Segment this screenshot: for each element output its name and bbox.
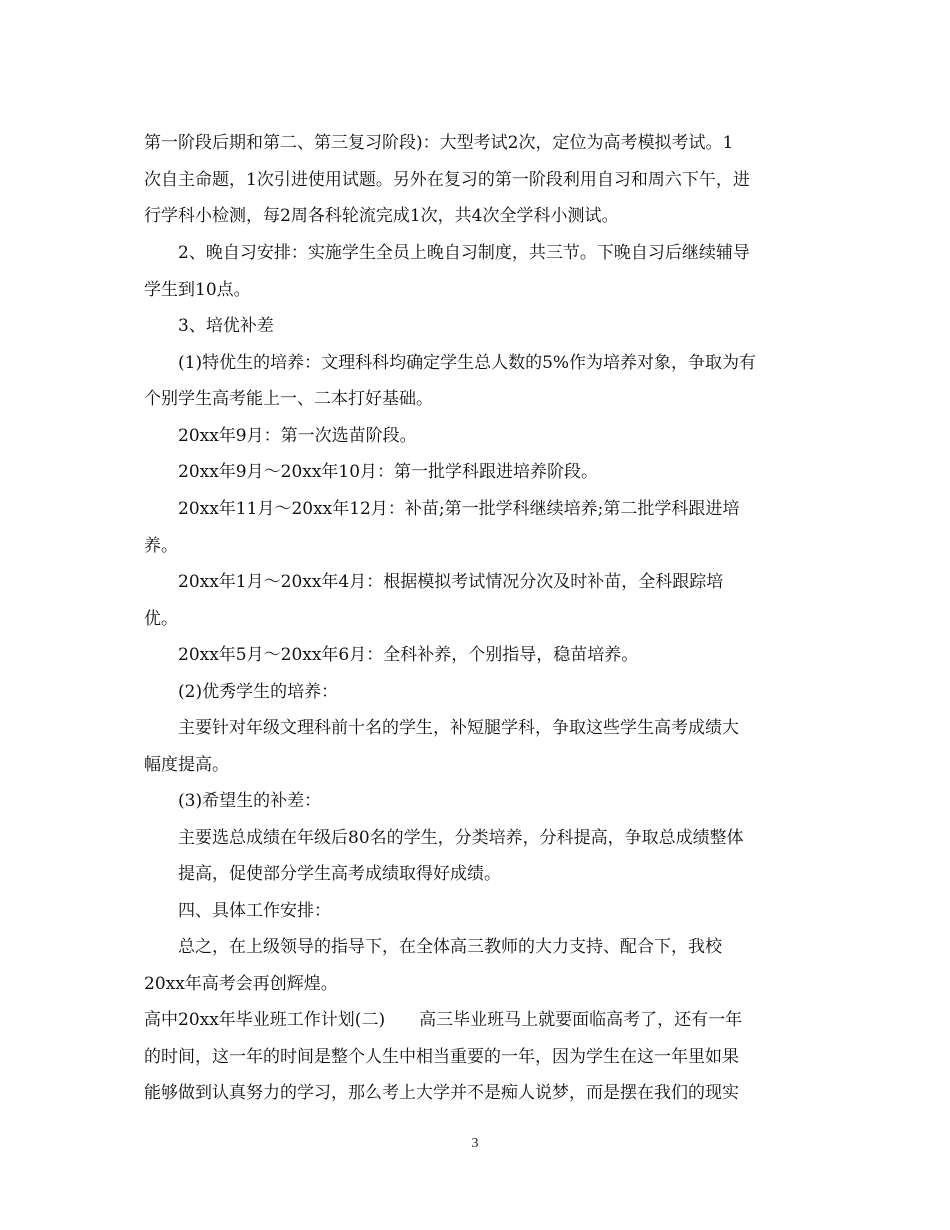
text-line: 20xx年11月～20xx年12月：补苗;第一批学科继续培养;第二批学科跟进培 (178, 499, 740, 519)
text-line: 20xx年1月～20xx年4月：根据模拟考试情况分次及时补苗，全科跟踪培 (178, 572, 724, 592)
text-line: 3、培优补差 (178, 316, 274, 336)
text-line: (3)希望生的补差： (178, 791, 322, 811)
text-line: 四、具体工作安排： (178, 901, 331, 921)
text-line: 主要针对年级文理科前十名的学生，补短腿学科，争取这些学生高考成绩大 (178, 718, 739, 738)
page-number: 3 (471, 1136, 479, 1151)
text-line: 高中20xx年毕业班工作计划(二) 高三毕业班马上就要面临高考了，还有一年 (144, 1010, 743, 1030)
text-line: 次自主命题，1次引进使用试题。另外在复习的第一阶段利用自习和周六下午，进 (144, 170, 750, 190)
text-line: 2、晚自习安排：实施学生全员上晚自习制度，共三节。下晚自习后继续辅导 (178, 243, 750, 263)
text-line: 第一阶段后期和第二、第三复习阶段)：大型考试2次，定位为高考模拟考试。1 (144, 133, 734, 153)
text-line: 能够做到认真努力的学习，那么考上大学并不是痴人说梦，而是摆在我们的现实 (144, 1083, 739, 1103)
text-line: 优。 (144, 609, 178, 629)
text-line: 20xx年9月：第一次选苗阶段。 (178, 426, 417, 446)
text-line: 提高，促使部分学生高考成绩取得好成绩。 (178, 864, 501, 884)
text-line: (2)优秀学生的培养： (178, 682, 339, 702)
text-line: 学生到10点。 (144, 280, 251, 300)
text-line: 总之，在上级领导的指导下，在全体高三教师的大力支持、配合下，我校 (178, 937, 722, 957)
text-line: 幅度提高。 (144, 755, 229, 775)
text-line: (1)特优生的培养：文理科科均确定学生总人数的5%作为培养对象，争取为有 (178, 353, 757, 373)
text-line: 主要选总成绩在年级后80名的学生，分类培养，分科提高，争取总成绩整体 (178, 828, 744, 848)
text-line: 20xx年9月～20xx年10月：第一批学科跟进培养阶段。 (178, 462, 599, 482)
text-line: 养。 (144, 536, 178, 556)
text-line: 的时间，这一年的时间是整个人生中相当重要的一年，因为学生在这一年里如果 (144, 1047, 739, 1067)
text-line: 20xx年高考会再创辉煌。 (144, 974, 338, 994)
text-line: 20xx年5月～20xx年6月：全科补养，个别指导，稳苗培养。 (178, 645, 639, 665)
text-line: 行学科小检测，每2周各科轮流完成1次，共4次全学科小测试。 (144, 206, 619, 226)
text-line: 个别学生高考能上一、二本打好基础。 (144, 389, 433, 409)
